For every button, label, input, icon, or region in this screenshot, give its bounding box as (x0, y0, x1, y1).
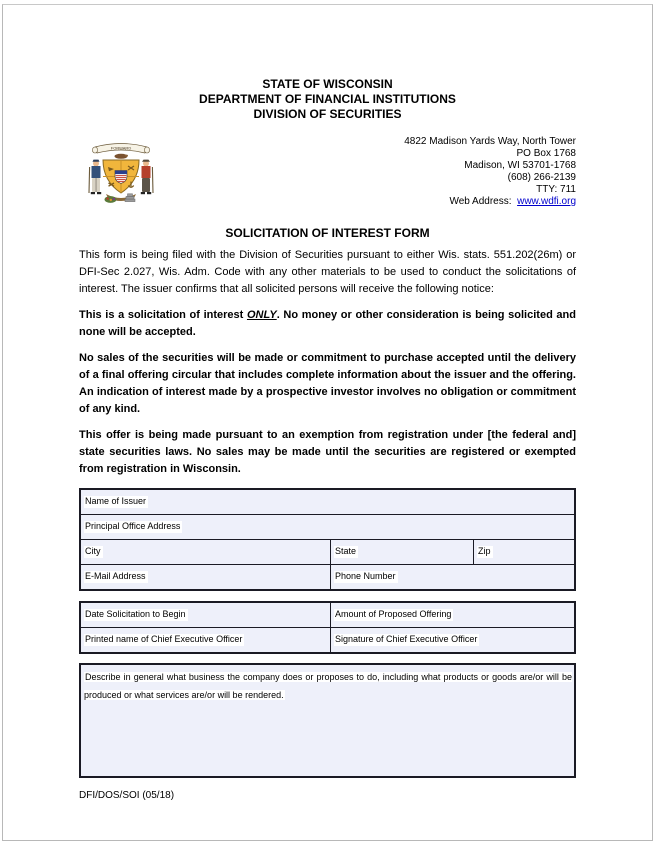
amount-proposed-offering-field[interactable] (330, 603, 574, 627)
org-line-division: DIVISION OF SECURITIES (253, 107, 402, 121)
notice-exemption: This offer is being made pursuant to an exemption from registration under [the federal and] state securities laws. No sales may be made until the securities are registered or exempted from registration in Wisconsin. (79, 429, 576, 475)
org-line-department: DEPARTMENT OF FINANCIAL INSTITUTIONS (199, 92, 456, 106)
wisconsin-coat-of-arms-icon (81, 130, 161, 218)
field-label: Phone Number (335, 571, 396, 581)
org-line-state: STATE OF WISCONSIN (262, 77, 393, 91)
field-label: Name of Issuer (85, 496, 147, 506)
only-emphasis: ONLY (246, 309, 277, 321)
form-number: DFI/DOS/SOI (05/18) (79, 790, 175, 801)
field-label: Describe in general what business the company does or proposes to do, including what products or goods are/or will be produced or what services are/or will be rendered. (84, 672, 572, 700)
notice-text: . No money or other consideration is being solicited and none will be accepted. (79, 309, 576, 338)
logo-address-row (79, 130, 576, 222)
org-header (79, 77, 576, 122)
date-solicitation-begin-field[interactable] (81, 603, 330, 627)
notice-text: This is a solicitation of interest (79, 309, 247, 321)
table-row (81, 514, 574, 539)
table-row (81, 564, 574, 589)
zip-field[interactable] (473, 540, 574, 564)
address-block (404, 130, 576, 222)
intro-paragraph: This form is being filed with the Division of Securities pursuant to either Wis. stats. 551.202(26m) or DFI-Sec 2.027, Wis. Adm. Code with any other materials to be used to conduct the solicitations of interest. The issuer confirms that all solicited persons will receive the following notice: (79, 249, 576, 295)
form-title: SOLICITATION OF INTEREST FORM (225, 226, 430, 240)
address-line-pobox: PO Box 1768 (516, 148, 576, 159)
svg-text:FORWARD: FORWARD (110, 145, 132, 151)
field-label: City (85, 546, 101, 556)
issuer-info-table (79, 488, 576, 591)
web-address-label: Web Address: (449, 196, 512, 207)
email-field[interactable] (81, 565, 330, 589)
phone-field[interactable] (330, 565, 574, 589)
table-row (81, 603, 574, 627)
address-line-tty: TTY: 711 (536, 184, 576, 195)
notice-no-sales: No sales of the securities will be made or commitment to purchase accepted until the delivery of a final offering circular that includes complete information about the issuer and the offering. An indication of interest made by a prospective investor involves no obligation or commitment of any kind. (79, 352, 576, 415)
address-line-phone: (608) 266-2139 (507, 172, 576, 183)
describe-business-field[interactable] (79, 663, 576, 778)
ceo-printed-name-field[interactable] (81, 628, 330, 652)
field-label: E-Mail Address (85, 571, 146, 581)
table-row (81, 490, 574, 514)
address-line-citystate: Madison, WI 53701-1768 (464, 160, 576, 171)
principal-office-address-field[interactable] (81, 515, 574, 539)
table-row (81, 627, 574, 652)
web-address-line (404, 196, 576, 208)
notice-solicitation-only (79, 307, 576, 341)
state-field[interactable] (330, 540, 473, 564)
table-row (81, 539, 574, 564)
name-of-issuer-field[interactable] (81, 490, 574, 514)
ceo-signature-field[interactable] (330, 628, 574, 652)
field-label: Signature of Chief Executive Officer (335, 634, 478, 644)
field-label: Zip (478, 546, 491, 556)
field-label: Printed name of Chief Executive Officer (85, 634, 243, 644)
offering-info-table (79, 601, 576, 654)
address-line-street: 4822 Madison Yards Way, North Tower (404, 136, 576, 147)
city-field[interactable] (81, 540, 330, 564)
field-label: Principal Office Address (85, 521, 181, 531)
field-label: Amount of Proposed Offering (335, 609, 452, 619)
field-label: Date Solicitation to Begin (85, 609, 186, 619)
wdfi-website-link[interactable]: www.wdfi.org (517, 196, 576, 207)
field-label: State (335, 546, 357, 556)
describe-business-label (81, 665, 574, 703)
document-page (2, 4, 653, 841)
